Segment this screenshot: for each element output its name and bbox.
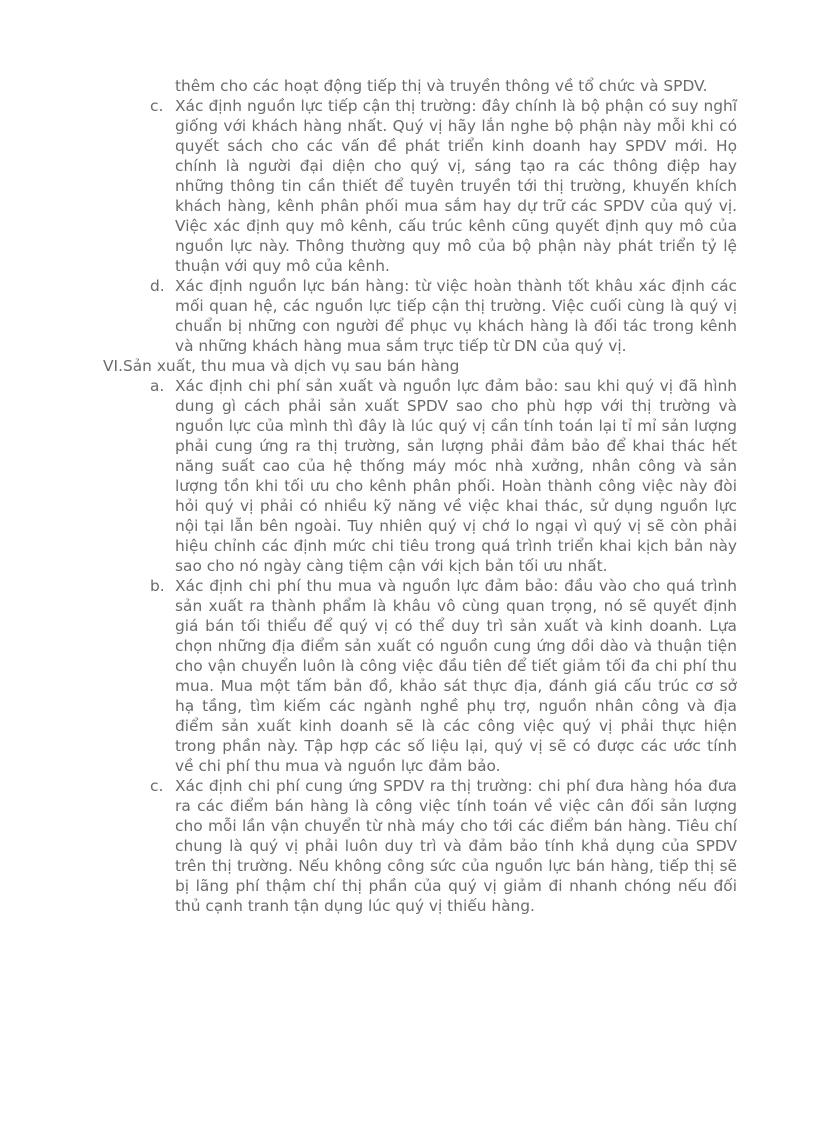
paragraph-continuation bbox=[103, 76, 737, 96]
document-content bbox=[103, 76, 737, 916]
section-heading-text: Sản xuất, thu mua và dịch vụ sau bán hàng bbox=[122, 357, 460, 375]
list-item-b bbox=[103, 576, 737, 776]
section-heading-vi bbox=[103, 356, 737, 376]
list-item-c2 bbox=[103, 776, 737, 916]
list-marker: d. bbox=[150, 277, 165, 295]
list-item-a bbox=[103, 376, 737, 576]
list-marker: c. bbox=[150, 97, 164, 115]
paragraph-text: thêm cho các hoạt động tiếp thị và truyền thông về tổ chức và SPDV. bbox=[175, 77, 708, 95]
list-item-text: Xác định nguồn lực tiếp cận thị trường: đây chính là bộ phận có suy nghĩ giống với khách hàng nhất. Quý vị hãy lắn nghe bộ phận này mỗi khi có quyết sách cho các vấn đề phát triển kinh doanh hay SPDV mới. Họ chính là người đại diện cho quý vị, sáng tạo ra các thông điệp hay những thông tin cần thiết để tuyên truyền tới thị trường, khuyến khích khách hàng, kênh phân phối mua sắm hay dự trữ các SPDV của quý vị. Việc xác định quy mô kênh, cấu trúc kênh cũng quyết định quy mô của nguồn lực này. Thông thường quy mô của bộ phận này phát triển tỷ lệ thuận với quy mô của kênh. bbox=[175, 97, 737, 275]
list-item-text: Xác định chi phí cung ứng SPDV ra thị trường: chi phí đưa hàng hóa đưa ra các điểm bán hàng là công việc tính toán về việc cân đối sản lượng cho mỗi lần vận chuyển từ nhà máy cho tới các điểm bán hàng. Tiêu chí chung là quý vị phải luôn duy trì và đảm bảo tính khả dụng của SPDV trên thị trường. Nếu không công sức của nguồn lực bán hàng, tiếp thị sẽ bị lãng phí thậm chí thị phần của quý vị giảm đi nhanh chóng nếu đối thủ cạnh tranh tận dụng lúc quý vị thiếu hàng. bbox=[175, 777, 737, 915]
list-item-text: Xác định chi phí sản xuất và nguồn lực đảm bảo: sau khi quý vị đã hình dung gì cách phải sản xuất SPDV sao cho phù hợp với thị trường và nguồn lực của mình thì đây là lúc quý vị cần tính toán lại tỉ mỉ sản lượng phải cung ứng ra thị trường, sản lượng phải đảm bảo để khai thác hết năng suất cao của hệ thống máy móc nhà xưởng, nhân công và sản lượng tồn khi tối ưu cho kênh phân phối. Hoàn thành công việc này đòi hỏi quý vị phải có nhiều kỹ năng về việc khai thác, sử dụng nguồn lực nội tại lẫn bên ngoài. Tuy nhiên quý vị chớ lo ngại vì quý vị sẽ còn phải hiệu chỉnh các định mức chi tiêu trong quá trình triển khai kịch bản này sao cho nó ngày càng tiệm cận với kịch bản tối ưu nhất. bbox=[175, 377, 737, 575]
section-heading-marker: VI. bbox=[103, 357, 123, 375]
list-item-c1 bbox=[103, 96, 737, 276]
list-item-text: Xác định chi phí thu mua và nguồn lực đảm bảo: đầu vào cho quá trình sản xuất ra thành phẩm là khâu vô cùng quan trọng, nó sẽ quyết định giá bán tối thiểu để quý vị có thể duy trì sản xuất và kinh doanh. Lựa chọn những địa điểm sản xuất có nguồn cung ứng dồi dào và thuận tiện cho vận chuyển luôn là công việc đầu tiên để tiết giảm tối đa chi phí thu mua. Mua một tấm bản đồ, khảo sát thực địa, đánh giá cấu trúc cơ sở hạ tầng, tìm kiếm các ngành nghề phụ trợ, nguồn nhân công và địa điểm sản xuất kinh doanh sẽ là các công việc quý vị phải thực hiện trong phần này. Tập hợp các số liệu lại, quý vị sẽ có được các ước tính về chi phí thu mua và nguồn lực đảm bảo. bbox=[175, 577, 737, 775]
list-marker: a. bbox=[150, 377, 165, 395]
list-marker: b. bbox=[150, 577, 165, 595]
list-item-d bbox=[103, 276, 737, 356]
list-item-text: Xác định nguồn lực bán hàng: từ việc hoàn thành tốt khâu xác định các mối quan hệ, các nguồn lực tiếp cận thị trường. Việc cuối cùng là quý vị chuẩn bị những con người để phục vụ khách hàng là đối tác trong kênh và những khách hàng mua sắm trực tiếp từ DN của quý vị. bbox=[175, 277, 737, 355]
list-marker: c. bbox=[150, 777, 164, 795]
